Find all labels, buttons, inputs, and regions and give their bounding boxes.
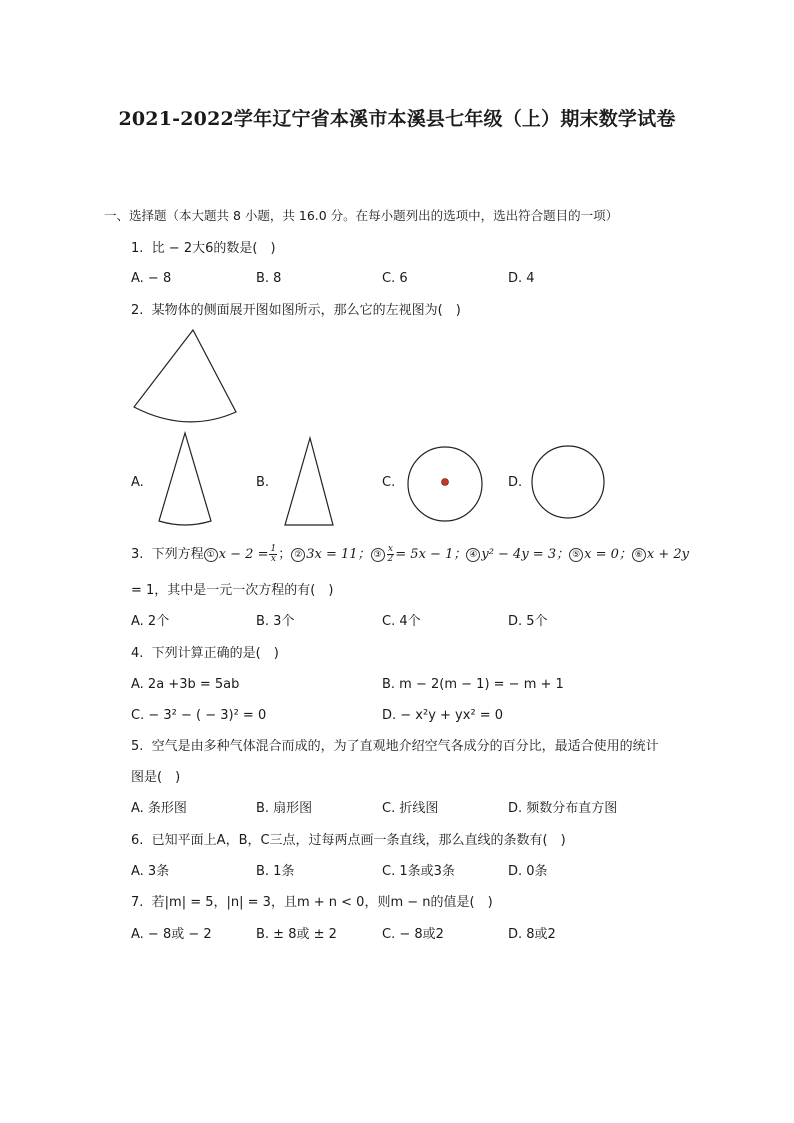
page-title: 2021-2022学年辽宁省本溪市本溪县七年级（上）期末数学试卷 [118,108,676,130]
tall-triangle-figure [156,430,214,528]
q7-option-a: A. − 8或 − 2 [131,927,212,942]
equation-6: x + 2y [646,547,689,562]
question-text: 比 − 2大6的数是( ) [151,241,276,256]
q6-option-b: B. 1条 [256,864,295,879]
question-3-continued: = 1，其中是一元一次方程的有( ) [131,583,334,598]
question-text: 已知平面上A，B，C三点，过每两点画一条直线，那么直线的条数有( ) [151,833,566,848]
q4-option-b: B. m − 2(m − 1) = − m + 1 [382,677,564,692]
q3-option-c: C. 4个 [382,614,421,629]
question-5 [131,739,659,755]
circle-with-center-figure [405,444,485,524]
question-number: 6. [131,833,144,848]
q6-option-c: C. 1条或3条 [382,864,455,879]
q1-option-d: D. 4 [508,271,535,286]
circled-1: ① [204,548,218,562]
question-text: 下列方程 [151,547,204,562]
question-number: 1. [131,241,144,256]
q3-option-d: D. 5个 [508,614,548,629]
q3-option-b: B. 3个 [256,614,295,629]
q1-option-b: B. 8 [256,271,282,286]
q6-option-d: D. 0条 [508,864,548,879]
triangle-figure [282,435,336,528]
equation-4: y² − 4y = 3； [481,547,570,562]
q4-option-d: D. − x²y + yx² = 0 [382,708,504,723]
question-2 [131,303,461,319]
q5-option-b: B. 扇形图 [256,801,313,816]
question-number: 4. [131,646,144,661]
q5-option-d: D. 频数分布直方图 [508,801,618,816]
question-1 [131,241,276,257]
question-number: 2. [131,303,144,318]
q3-option-a: A. 2个 [131,614,170,629]
q7-option-d: D. 8或2 [508,927,556,942]
question-number: 3. [131,547,144,562]
question-5-continued: 图是( ) [131,770,181,785]
question-text: 若|m| = 5，|n| = 3，且m + n < 0，则m − n的值是( ) [151,895,493,910]
question-number: 7. [131,895,144,910]
circled-3: ③ [371,548,385,562]
q1-option-c: C. 6 [382,271,408,286]
q7-option-b: B. ± 8或 ± 2 [256,927,337,942]
fraction-1-over-x: $\frac{1}{x}$ [270,544,277,564]
circled-4: ④ [466,548,480,562]
question-3: 3. 下列方程 ① x − 2 = $\frac{1}{x}$ ； ② 3x = 11； ③ $\frac{x}{2}$ = 5x − 1； ④ y² − 4y = 3； ⑤ x = 0； ⑥ x + 2y [131,544,689,564]
q7-option-c: C. − 8或2 [382,927,444,942]
q5-option-a: A. 条形图 [131,801,187,816]
center-dot [442,479,449,486]
question-4 [131,646,279,662]
q6-option-a: A. 3条 [131,864,170,879]
question-text: 空气是由多种气体混合而成的，为了直观地介绍空气各成分的百分比，最适合使用的统计 [151,739,659,754]
equation-3: = 5x − 1； [395,547,467,562]
q2-option-a: A. [131,475,144,490]
fraction-x-over-2: $\frac{x}{2}$ [387,544,394,564]
circled-5: ⑤ [569,548,583,562]
question-7 [131,895,493,911]
question-number: 5. [131,739,144,754]
question-text: 某物体的侧面展开图如图所示，那么它的左视图为( ) [151,303,461,318]
circled-6: ⑥ [632,548,646,562]
circled-2: ② [291,548,305,562]
equation-5: x = 0； [584,547,632,562]
equation-1: x − 2 = [218,547,269,562]
q2-option-d: D. [508,475,523,490]
sector-net-figure [130,326,242,422]
q2-option-b: B. [256,475,270,490]
q5-option-c: C. 折线图 [382,801,439,816]
question-6 [131,833,566,849]
question-text: 下列计算正确的是( ) [151,646,279,661]
circle-figure [530,444,610,524]
q1-option-a: A. − 8 [131,271,172,286]
q4-option-a: A. 2a +3b = 5ab [131,677,240,692]
section-heading: 一、选择题（本大题共 8 小题，共 16.0 分。在每小题列出的选项中，选出符合题目的一项） [104,208,619,223]
equation-2: 3x = 11； [306,547,371,562]
q2-option-c: C. [382,475,396,490]
q4-option-c: C. − 3² − ( − 3)² = 0 [131,708,267,723]
